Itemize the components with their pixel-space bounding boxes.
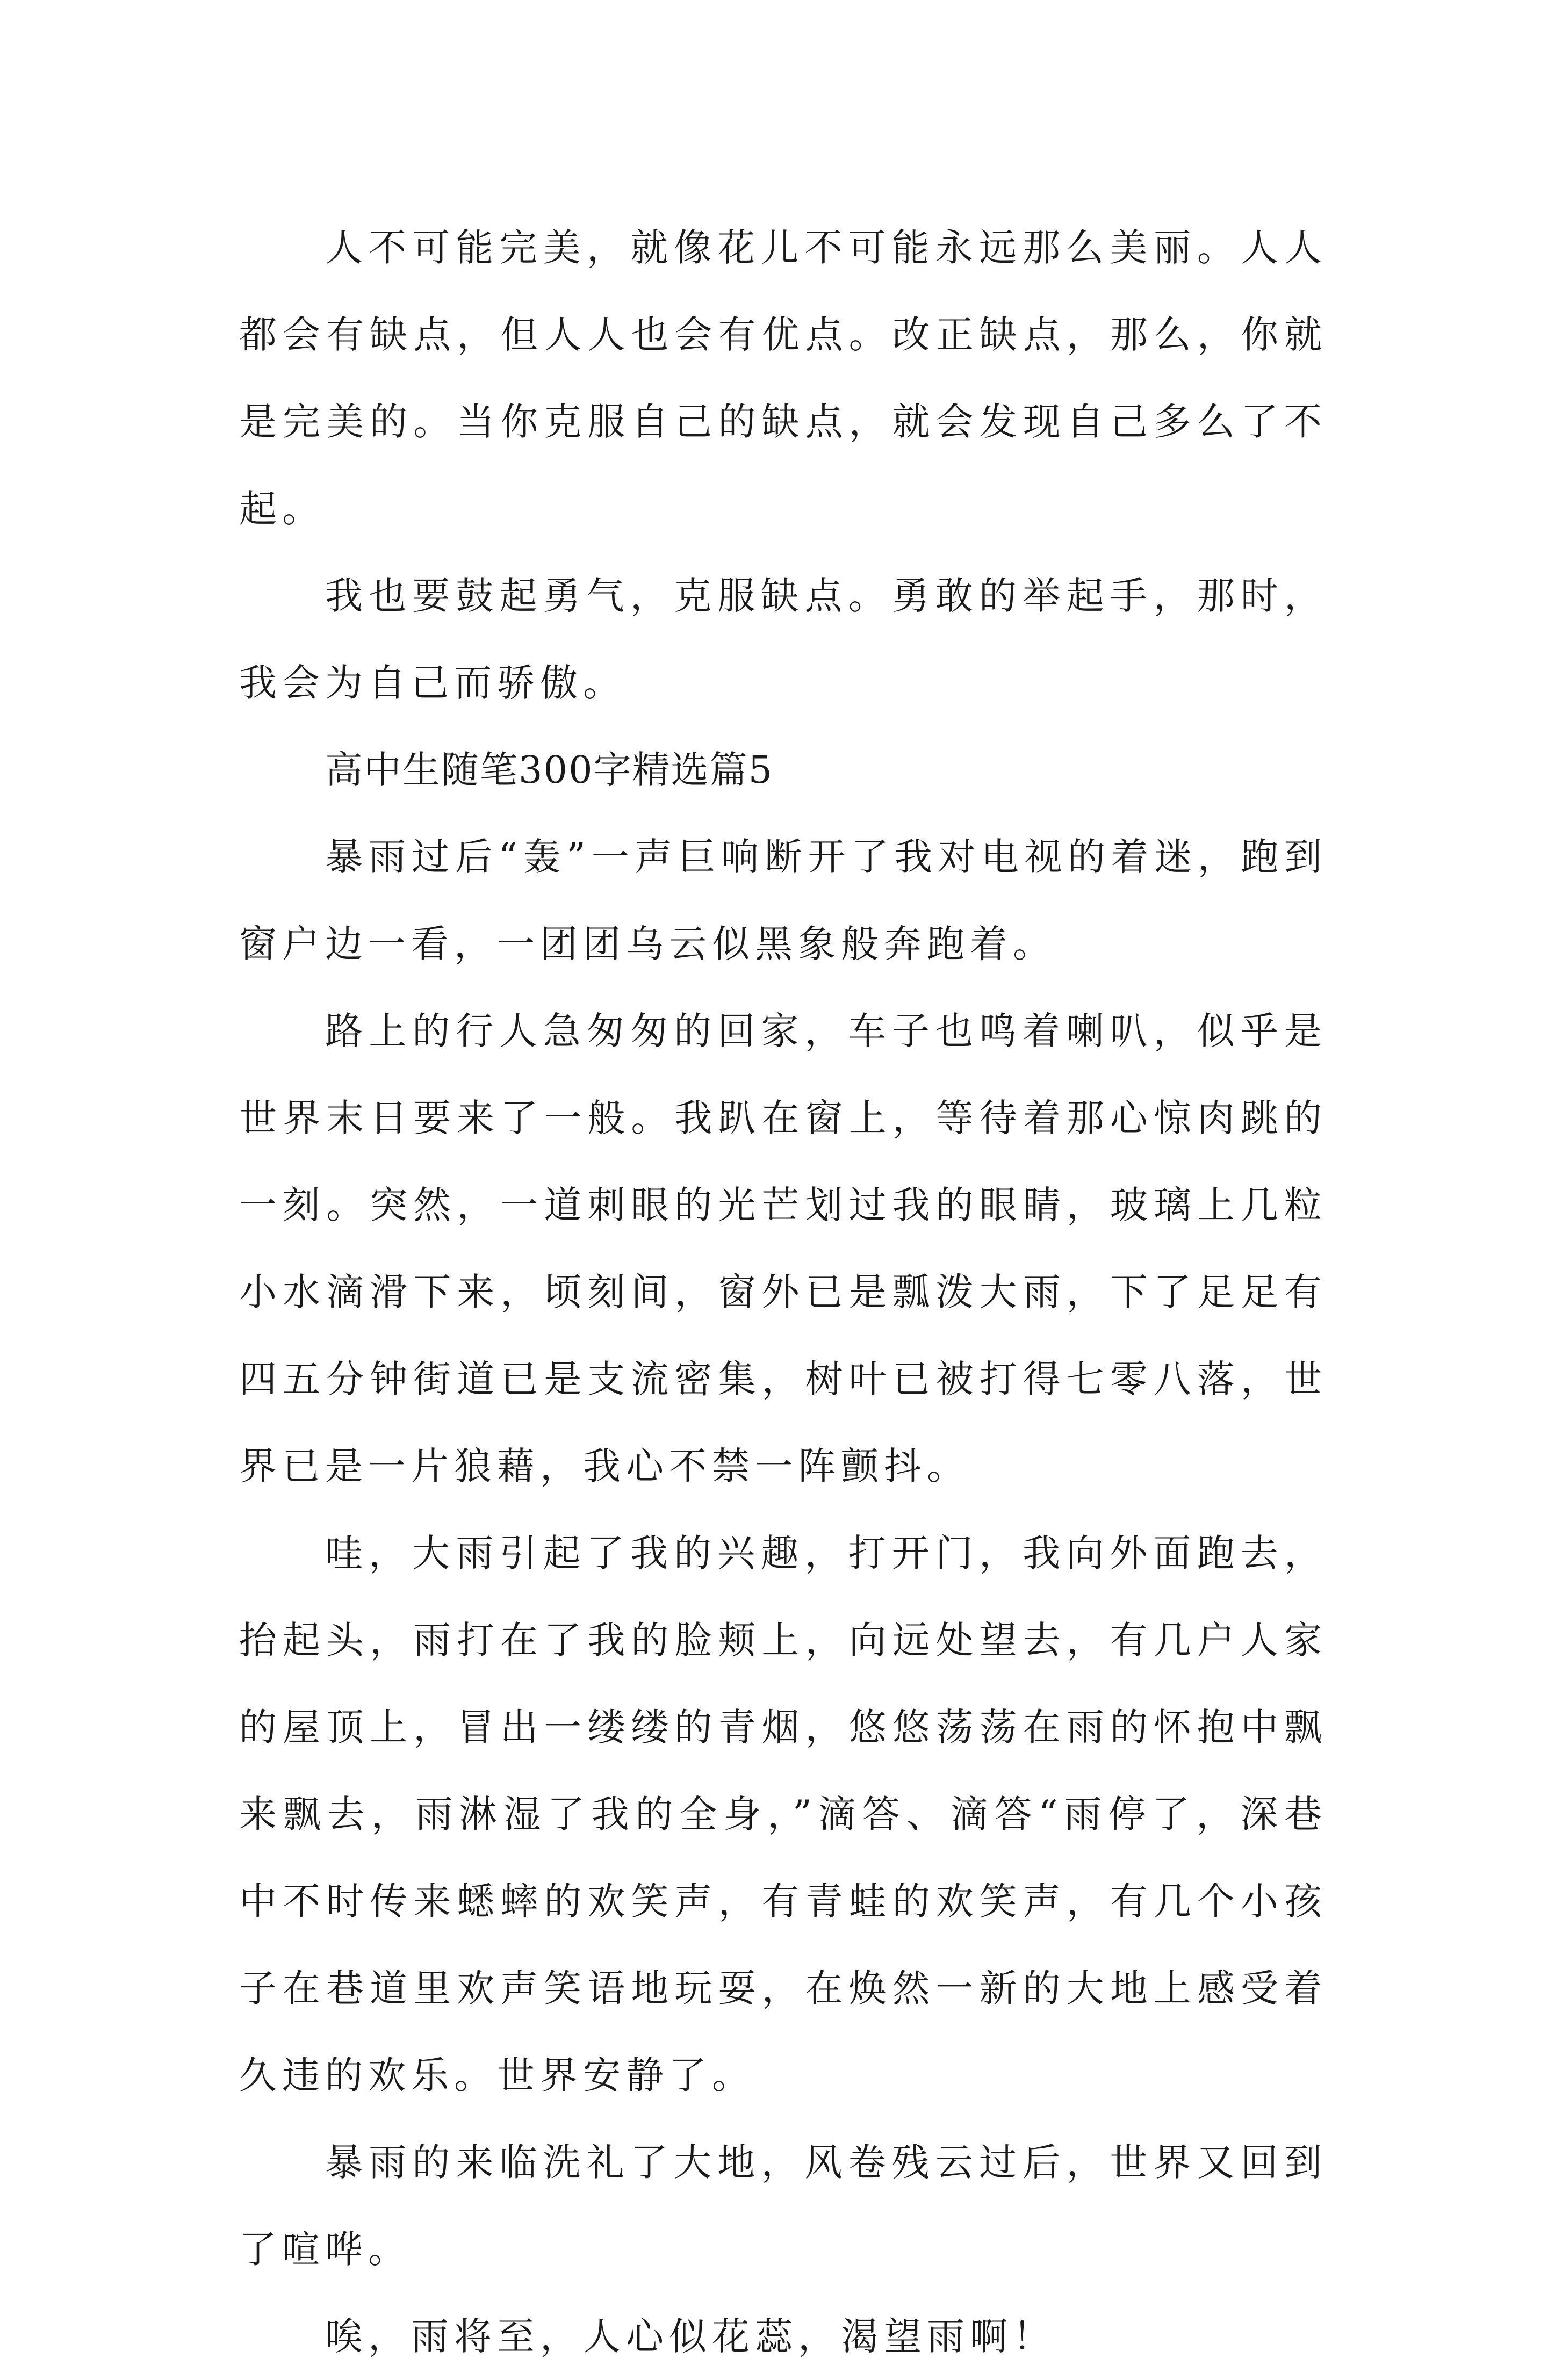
paragraph: 哇，大雨引起了我的兴趣，打开门，我向外面跑去，抬起头，雨打在了我的脸颊上，向远处望去，有几户人家的屋顶上，冒出一缕缕的青烟，悠悠荡荡在雨的怀抱中飘来飘去，雨淋湿了我的全身，”滴答、滴答“雨停了，深巷中不时传来蟋蟀的欢笑声，有青蛙的欢笑声，有几个小孩子在巷道里欢声笑语地玩耍，在焕然一新的大地上感受着久违的欢乐。世界安静了。 xyxy=(239,1531,1327,2097)
paragraph: 暴雨的来临洗礼了大地，风卷残云过后，世界又回到了喧哗。 xyxy=(239,2140,1327,2271)
section-heading: 高中生随笔300字精选篇5 xyxy=(325,748,774,792)
paragraph: 暴雨过后“轰”一声巨响断开了我对电视的着迷，跑到窗户边一看，一团团乌云似黑象般奔跑着。 xyxy=(239,835,1327,966)
paragraph: 人不可能完美，就像花儿不可能永远那么美丽。人人都会有缺点，但人人也会有优点。改正缺点，那么，你就是完美的。当你克服自己的缺点，就会发现自己多么了不起。 xyxy=(239,226,1327,531)
paragraph: 唉，雨将至，人心似花蕊，渴望雨啊！ xyxy=(325,2314,1056,2359)
document-body xyxy=(239,204,1327,2380)
paragraph: 我也要鼓起勇气，克服缺点。勇敢的举起手，那时，我会为自己而骄傲。 xyxy=(239,574,1327,705)
paragraph: 路上的行人急匆匆的回家，车子也鸣着喇叭，似乎是世界末日要来了一般。我趴在窗上，等待着那心惊肉跳的一刻。突然，一道刺眼的光芒划过我的眼睛，玻璃上几粒小水滴滑下来，顷刻间，窗外已是瓢泼大雨，下了足足有四五分钟街道已是支流密集，树叶已被打得七零八落，世界已是一片狼藉，我心不禁一阵颤抖。 xyxy=(239,1009,1327,1488)
